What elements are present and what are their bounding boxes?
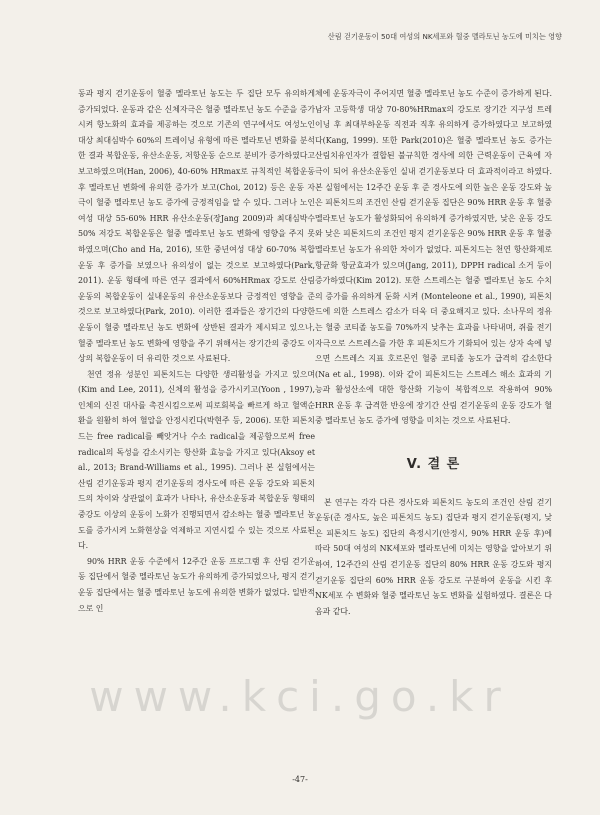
body-paragraph: 체에 운동자극이 주어지면 혈중 멜라토닌 농도 수준이 증가하게 된다. 남자 고등학생 대상 70-80%HRmax의 강도로 장기간 지구성 트레이닝 후 최대부하운동 직전과 직후 유의하게 증가하였다고 보고하였다(Kang, 1999). 또한 Park(2010)은 혈중 멜라토닌 농도 증가는 산림치유인자가 결합된 불규칙한 경사에 의한 근력운동이 근육에 자극이 되어 유산소운동인 실내 걷기운동보다 더 효과적이라고 하였다. 본 실험에서는 12주간 운동 후 준 경사도에 의한 높은 운동 강도와 높은 피톤치드의 조건인 산림 걷기운동 집단은 90% HRR 운동 후 혈중 멜라토닌 농도가 활성화되어 유의하게 증가하였지만, 낮은 운동 강도와 낮은 피톤치드의 조건인 평지 걷기운동은 90% HRR 운동 후 혈중 멜라토닌 농도가 유의한 차이가 없었다. 피톤치드는 천연 항산화제로 항균화 항균효과가 있으며(Jang, 2011), DPPH radical 소거 등이 증가하였다(Kim 2012). 또한 스트레스는 혈중 멜라토닌 농도 수치의 증가를 유의하게 둔화 시켜 (Monteleone et al., 1990), 피톤치드에 의한 스트레스 감소가 더욱 더 중요해지고 있다. 소나무의 정유는 혈중 코티졸 농도를 70%까지 낮추는 효과를 나타내며, 쥐를 전기 자극으로 스트레스를 가한 후 피톤치드가 기화되어 있는 상자 속에 넣으면 스트레스 지표 호르몬인 혈중 코티졸 농도가 급격히 감소한다(Na et al., 1998). 이와 같이 피톤치드는 스트레스 해소 효과의 기능과 활성산소에 대한 항산화 기능이 복합적으로 작용하여 90% HRR 운동 후 급격한 반응에 장기간 산림 걷기운동의 운동 강도가 혈중 멜라토닌 농도 증가에 영향을 미치는 것으로 사료된다. (315, 89, 552, 426)
right-column (315, 86, 552, 619)
running-header: 산림 걷기운동이 50대 여성의 NK세포와 혈중 멜라토닌 농도에 미치는 영향 (327, 32, 562, 41)
page-number: -47- (292, 775, 308, 784)
left-column (78, 86, 315, 616)
conclusion-heading: V. 결 론 (406, 457, 461, 473)
watermark: www.kci.go.kr (89, 672, 511, 721)
body-paragraph: 천연 정유 성분인 피톤치드는 다양한 생리활성을 가지고 있으며(Kim and Lee, 2011), 신체의 활성을 증가시키고(Yoon , 1997), 인체의 신진 대사를 촉진시킴으로써 피로회복을 빠르게 하고 혈액순환을 원활히 하여 혈압을 안정시킨다(박현주 등, 2006). 또한 피톤치드는 free radical를 빼앗거나 수소 radical을 제공함으로써 free radical의 독성을 감소시키는 항산화 효능을 가지고 있다(Aksoy et al., 2013; Brand-Williams et al., 1995). 그러나 본 실험에서는 산림 걷기운동과 평지 걷기운동의 경사도에 따른 운동 강도와 피톤치드의 차이와 상관없이 효과가 나타나, 유산소운동과 복합운동 형태의 중강도 이상의 운동이 노화가 진행되면서 감소하는 혈중 멜라토닌 농도를 증가시켜 노화현상을 억제하고 지연시킬 수 있는 것으로 사료된다. (78, 369, 315, 551)
body-paragraph: 동과 평지 걷기운동이 혈중 멜라토닌 농도는 두 집단 모두 유의하게 증가되었다. 운동과 같은 신체자극은 혈중 멜라토닌 농도 수준을 증가시켜 항노화의 효과를 제공하는 것으로 기존의 연구에서도 여성노인 대상 최대심박수 60%의 트레이닝 유형에 따른 멜라토닌 변화를 분석한 결과 복합운동, 유산소운동, 저항운동 순으로 분비가 증가하였다고 보고하였으며(Han, 2006), 40-60% HRmax로 규칙적인 복합운동 후 멜라토닌 변화에 유의한 증가가 보고(Choi, 2012) 등은 운동 자극이 혈중 멜라토닌 농도 증가에 긍정적임을 알 수 있다. 그러나 노인여성 대상 55-60% HRR 유산소운동(장Jang 2009)과 최대심박수 50% 저강도 복합운동은 혈중 멜라토닌 농도 변화에 영향을 주지 못하였으며(Cho and Ha, 2016), 또한 중년여성 대상 60-70% 복합운동 후 증가를 보였으나 유의성이 없는 것으로 보고하였다(Park, 2011). 운동 형태에 따른 연구 결과에서 60%HRmax 강도로 산림운동의 복합운동이 실내운동의 유산소운동보다 긍정적인 영향을 준 것으로 보고하였다(Park, 2010). 이러한 결과들은 장기간의 다양한 운동이 혈중 멜라토닌 농도 변화에 상반된 결과가 제시되고 있으나, 혈중 멜라토닌 농도 변화에 영향을 주기 위해서는 장기간의 중강도 이상의 복합운동이 더 유리한 것으로 사료된다. (78, 89, 315, 364)
body-paragraph: 90% HRR 운동 수준에서 12주간 운동 프로그램 후 산림 걷기운동 집단에서 혈중 멜라토닌 농도가 유의하게 증가되었으나, 평지 걷기운동 집단에서는 혈중 멜라토닌 농도에 유의한 변화가 없었다. 일반적으로 인 (78, 556, 315, 613)
conclusion-paragraph: 본 연구는 각각 다른 경사도와 피톤치드 농도의 조건인 산림 걷기운동(준 경사도, 높은 피톤치드 농도) 집단과 평지 걷기운동(평지, 낮은 피톤치드 농도) 집단의 측정시기(안정시, 90% HRR 운동 후)에 따라 50대 여성의 NK세포와 멜라토닌에 미치는 영향을 알아보기 위하여, 12주간의 산림 걷기운동 집단의 80% HRR 운동 강도와 평지 걷기운동 집단의 60% HRR 운동 강도로 구분하여 운동을 시킨 후 NK세포 수 변화와 혈중 멜라토닌 농도 변화를 실험하였다. 결론은 다음과 같다. (315, 497, 552, 616)
